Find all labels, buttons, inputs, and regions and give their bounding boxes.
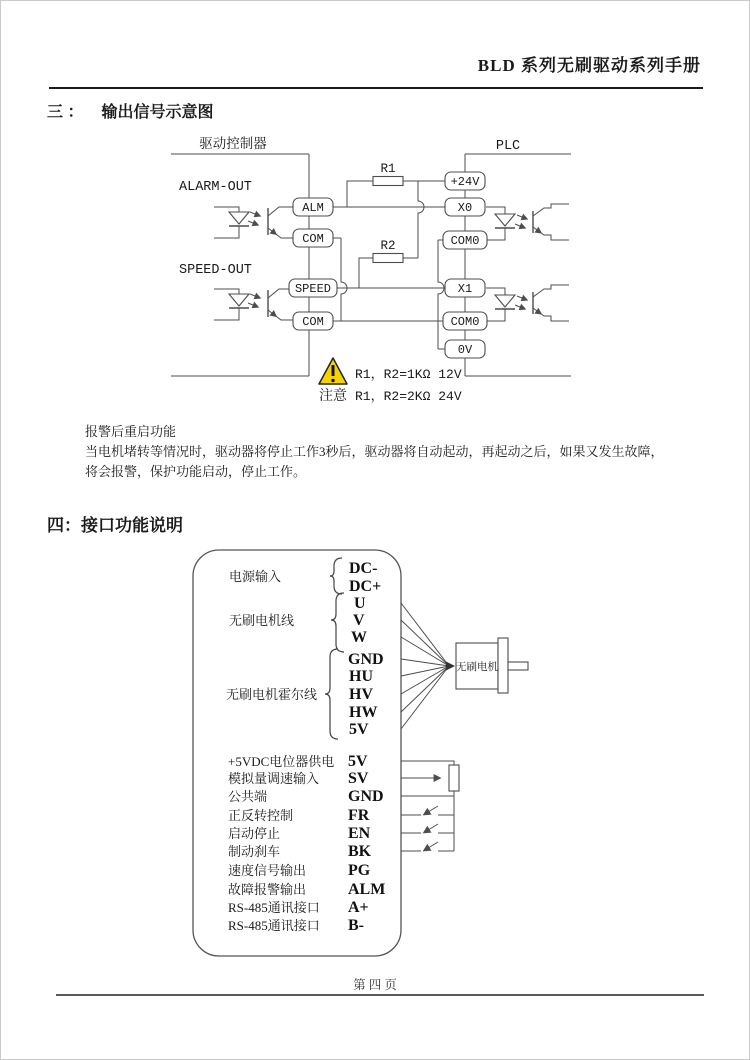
pin-dc-plus: DC+ <box>349 578 382 595</box>
pin-b-minus: B- <box>348 917 364 934</box>
wires <box>333 181 445 349</box>
optocoupler-icon <box>214 289 293 320</box>
restart-note-line2: 将会报警，保护功能启动，停止工作。 <box>85 464 307 479</box>
pin-com0b: COM0 <box>450 315 480 329</box>
header-rule <box>49 87 703 89</box>
pin-bk: BK <box>348 843 372 860</box>
pin-speed: SPEED <box>294 282 332 296</box>
section3-heading <box>47 99 213 122</box>
document-title: BLD 系列无刷驱动系列手册 <box>477 56 701 75</box>
motor-fan-wires <box>401 603 455 729</box>
pin-sv: SV <box>348 770 369 787</box>
pin-gnd: GND <box>348 788 384 805</box>
row-label: 正反转控制 <box>228 808 294 823</box>
pin-24v: +24V <box>450 175 480 189</box>
row-label: 启动停止 <box>228 826 281 841</box>
potentiometer <box>401 761 459 851</box>
pin-5v: 5V <box>348 753 368 770</box>
pin-v: V <box>353 612 365 629</box>
pin-en: EN <box>348 825 371 842</box>
row-label: 公共端 <box>228 789 268 804</box>
pin-w: W <box>351 629 367 646</box>
pin-hw: HW <box>349 704 378 721</box>
optocoupler-icon <box>486 204 569 240</box>
group-power-label: 电源输入 <box>229 569 282 584</box>
interface-diagram <box>186 541 576 961</box>
resistor-r1 <box>373 162 403 186</box>
section3-number: 三 ： <box>47 104 84 121</box>
pin-a-plus: A+ <box>348 899 369 916</box>
section4-number: 四： <box>47 516 81 535</box>
warning-line1: R1，R2=1KΩ 12V <box>355 367 462 382</box>
row-label: RS-485通讯接口 <box>228 918 320 933</box>
pin-com0: COM0 <box>450 234 480 248</box>
row-label: 故障报警输出 <box>228 882 307 897</box>
row-pins <box>348 753 385 934</box>
page-number: 第 四 页 <box>353 978 397 992</box>
restart-note-line1: 当电机堵转等情况时，驱动器将停止工作3秒后，驱动器将自动起动，再起动之后，如果又发生故障， <box>85 444 664 459</box>
switch-fr <box>401 806 454 815</box>
brace-icons <box>325 558 344 739</box>
pin-hv: HV <box>349 686 373 703</box>
pin-5v-hall: 5V <box>349 721 369 738</box>
pin-0v: 0V <box>457 343 473 357</box>
optocoupler-icon <box>486 285 569 321</box>
speed-out-label: SPEED-OUT <box>179 263 252 278</box>
section3-title: 输出信号示意图 <box>101 104 214 121</box>
row-label: 速度信号输出 <box>228 863 307 878</box>
group-motor-wire-label: 无刷电机线 <box>229 613 295 628</box>
motor-label: 无刷电机 <box>456 662 498 673</box>
pin-hu: HU <box>349 668 373 685</box>
row-label: RS-485通讯接口 <box>228 900 320 915</box>
driver-block-label: 驱动控制器 <box>199 136 267 151</box>
pin-pg: PG <box>348 862 371 879</box>
r1-label: R1 <box>380 162 396 176</box>
alarm-out-label: ALARM-OUT <box>179 180 252 195</box>
pin-com: COM <box>302 232 324 246</box>
pin-alm: ALM <box>302 201 324 215</box>
footer-rule <box>56 994 704 996</box>
r2-label: R2 <box>380 239 396 253</box>
pin-x0: X0 <box>457 201 473 215</box>
pin-x1: X1 <box>457 282 473 296</box>
pin-alm-out: ALM <box>348 881 386 898</box>
warning-line2: R1，R2=2KΩ 24V <box>355 389 462 404</box>
output-signal-diagram <box>61 126 701 416</box>
row-labels <box>228 754 334 933</box>
optocoupler-icon <box>214 207 293 238</box>
pin-dc-minus: DC- <box>349 560 378 577</box>
driver-pin-boxes <box>289 198 337 330</box>
pin-fr: FR <box>348 807 370 824</box>
row-label: +5VDC电位器供电 <box>228 754 335 769</box>
row-label: 制动刹车 <box>228 844 281 859</box>
pin-u: U <box>354 595 366 612</box>
switch-en <box>401 824 454 833</box>
group-hall-label: 无刷电机霍尔线 <box>226 687 318 702</box>
pin-gnd-hall: GND <box>348 651 384 668</box>
warning-label: 注意 <box>319 389 347 404</box>
section4-heading <box>47 511 183 536</box>
plc-block-label: PLC <box>495 139 521 154</box>
warning-note <box>319 358 462 404</box>
motor-icon <box>456 638 528 693</box>
switch-bk <box>401 842 454 851</box>
restart-note <box>85 422 664 482</box>
resistor-r2 <box>373 239 403 263</box>
row-label: 模拟量调速输入 <box>228 771 320 786</box>
restart-note-title: 报警后重启功能 <box>85 424 177 439</box>
section4-title: 接口功能说明 <box>81 516 183 535</box>
pin-com2: COM <box>302 315 324 329</box>
